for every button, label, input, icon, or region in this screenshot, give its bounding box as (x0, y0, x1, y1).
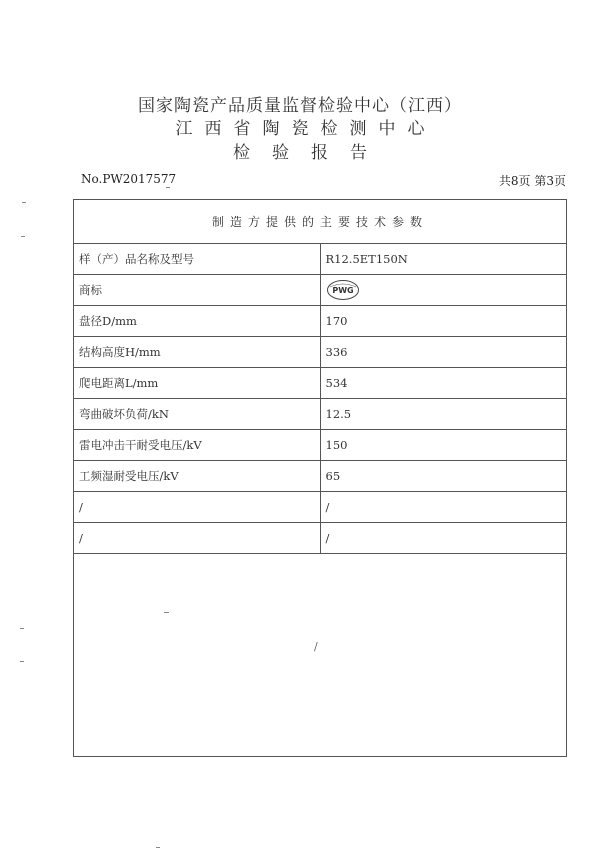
scan-mark (164, 612, 169, 613)
param-value: 170 (320, 306, 567, 337)
param-label: 结构高度H/mm (74, 337, 321, 368)
header-report-title: 检验报告 (233, 143, 389, 163)
table-row (74, 306, 567, 337)
param-label: / (74, 492, 321, 523)
table-row (74, 461, 567, 492)
scan-mark (20, 661, 24, 662)
table-row (74, 337, 567, 368)
table-row (74, 368, 567, 399)
table-row (74, 430, 567, 461)
table-row (74, 244, 567, 275)
table-row (74, 523, 567, 554)
header-center: 江西省陶瓷检测中心 (175, 119, 437, 139)
page-count: 共8页 第3页 (498, 174, 566, 188)
table-row (74, 275, 567, 306)
param-label: 雷电冲击干耐受电压/kV (74, 430, 321, 461)
report-number: No.PW2017577 (81, 172, 177, 186)
param-value: 336 (320, 337, 567, 368)
trademark-cell (320, 275, 567, 306)
table-row (74, 492, 567, 523)
scan-mark (21, 236, 25, 237)
blank-area (74, 554, 567, 757)
param-value: 150 (320, 430, 567, 461)
param-value: 534 (320, 368, 567, 399)
parameters-table (73, 199, 567, 757)
logo-text: PWG (331, 286, 354, 295)
pwg-logo-icon (326, 279, 360, 301)
param-label: 弯曲破坏负荷/kN (74, 399, 321, 430)
table-title: 制造方提供的主要技术参数 (74, 200, 567, 244)
scan-mark (156, 847, 160, 848)
param-label: 样（产）品名称及型号 (74, 244, 321, 275)
param-value: / (320, 523, 567, 554)
blank-slash: / (314, 640, 318, 653)
scan-mark (20, 628, 24, 629)
param-label: 盘径D/mm (74, 306, 321, 337)
param-label: 工频湿耐受电压/kV (74, 461, 321, 492)
scan-mark (22, 202, 26, 203)
param-label: / (74, 523, 321, 554)
table-row (74, 399, 567, 430)
param-label: 商标 (74, 275, 321, 306)
param-value: / (320, 492, 567, 523)
param-value: 65 (320, 461, 567, 492)
blank-area-row (74, 554, 567, 757)
param-value: R12.5ET150N (320, 244, 567, 275)
param-label: 爬电距离L/mm (74, 368, 321, 399)
param-value: 12.5 (320, 399, 567, 430)
header-institution: 国家陶瓷产品质量监督检验中心（江西） (138, 96, 462, 116)
table-title-row (74, 200, 567, 244)
scan-mark (166, 187, 170, 188)
